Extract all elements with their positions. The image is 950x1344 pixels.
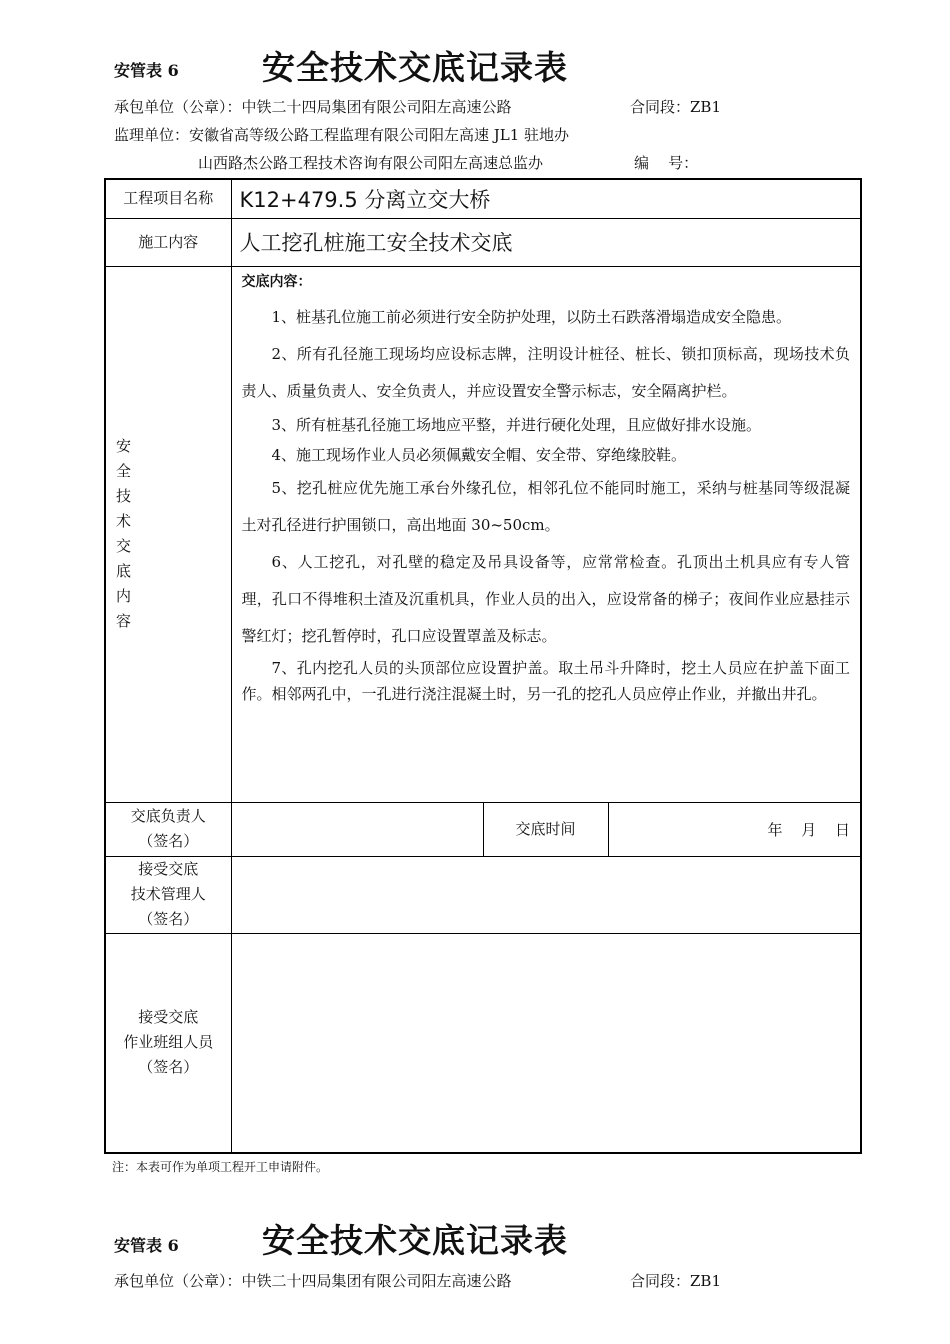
form-code: 安管表 6 bbox=[114, 61, 179, 80]
project-row bbox=[105, 179, 861, 218]
detail-item-6: 6、人工挖孔，对孔壁的稳定及吊具设备等，应常常检查。孔顶出土机具应有专人管理，孔口不得堆积土渣及沉重机具，作业人员的出入，应设常备的梯子；夜间作业应悬挂示警红灯；挖孔暂停时，孔口应设置罩盖及标志。 bbox=[241, 552, 850, 645]
safety-content bbox=[231, 266, 861, 802]
record-form bbox=[104, 178, 862, 1154]
briefer-label-line-1: 交底负责人 bbox=[130, 807, 206, 825]
page-title: 安全技术交底记录表 bbox=[262, 48, 568, 87]
vertical-char: 交 bbox=[116, 537, 132, 555]
crew-label-line-2: 作业班组人员 bbox=[123, 1033, 214, 1052]
footnote: 注：本表可作为单项工程开工申请附件。 bbox=[112, 1160, 329, 1174]
supervision-line-1: 监理单位：安徽省高等级公路工程监理有限公司阳左高速 JL1 驻地办 bbox=[114, 126, 570, 144]
brief-time-label: 交底时间 bbox=[483, 802, 608, 856]
detail-item-2: 2、所有孔径施工现场均应设标志牌，注明设计桩径、桩长、锁扣顶标高，现场技术负责人、质量负责人、安全负责人，并应设置安全警示标志，安全隔离护栏。 bbox=[241, 344, 850, 400]
vertical-char: 容 bbox=[116, 612, 132, 630]
tech-manager-label bbox=[105, 856, 231, 933]
briefer-signature-field[interactable] bbox=[231, 802, 483, 856]
detail-row bbox=[105, 266, 861, 802]
number-label: 编 号： bbox=[634, 154, 699, 172]
contract-section-page-2: 合同段：ZB1 bbox=[630, 1272, 721, 1290]
tech-manager-label-line-3: （签名） bbox=[138, 910, 199, 928]
detail-item-5: 5、挖孔桩应优先施工承台外缘孔位，相邻孔位不能同时施工，采纳与桩基同等级混凝土对孔径进行护围锁口，高出地面 30~50cm。 bbox=[241, 478, 850, 534]
tech-manager-label-line-1: 接受交底 bbox=[138, 860, 199, 878]
crew-signature-field[interactable] bbox=[231, 933, 861, 1153]
contract-section: 合同段：ZB1 bbox=[630, 98, 721, 116]
tech-manager-label-line-2: 技术管理人 bbox=[130, 885, 206, 903]
vertical-char: 技 bbox=[116, 487, 132, 505]
form-code-page-2: 安管表 6 bbox=[114, 1236, 179, 1255]
vertical-char: 安 bbox=[116, 437, 132, 455]
vertical-char: 底 bbox=[116, 562, 132, 580]
contractor-line: 承包单位（公章）：中铁二十四局集团有限公司阳左高速公路 bbox=[114, 98, 512, 116]
tech-manager-signature-field[interactable] bbox=[231, 856, 861, 933]
detail-header: 交底内容： bbox=[241, 273, 312, 290]
crew-label-line-1: 接受交底 bbox=[138, 1008, 199, 1027]
project-label: 工程项目名称 bbox=[105, 179, 231, 218]
contractor-line-page-2: 承包单位（公章）：中铁二十四局集团有限公司阳左高速公路 bbox=[114, 1272, 512, 1290]
brief-date-field[interactable]: 年 月 日 bbox=[608, 802, 861, 856]
safety-content-vertical-label bbox=[105, 266, 231, 802]
crew-label bbox=[105, 933, 231, 1153]
content-label: 施工内容 bbox=[105, 218, 231, 266]
content-row bbox=[105, 218, 861, 266]
content-value: 人工挖孔桩施工安全技术交底 bbox=[231, 218, 861, 266]
vertical-char: 内 bbox=[116, 587, 132, 605]
briefer-row bbox=[105, 802, 861, 856]
tech-manager-row bbox=[105, 856, 861, 933]
detail-item-7: 7、孔内挖孔人员的头顶部位应设置护盖。取土吊斗升降时，挖土人员应在护盖下面工作。相邻两孔中，一孔进行浇注混凝土时，另一孔的挖孔人员应停止作业，并撤出井孔。 bbox=[241, 658, 850, 703]
crew-label-line-3: （签名） bbox=[138, 1058, 199, 1077]
crew-row bbox=[105, 933, 861, 1153]
project-value: K12+479.5 分离立交大桥 bbox=[231, 179, 861, 218]
page-title-page-2: 安全技术交底记录表 bbox=[262, 1221, 568, 1260]
vertical-char: 全 bbox=[116, 462, 132, 480]
vertical-char: 术 bbox=[116, 512, 132, 530]
briefer-label bbox=[105, 802, 231, 856]
detail-item-1: 1、桩基孔位施工前必须进行安全防护处理，以防土石跌落滑塌造成安全隐患。 bbox=[271, 307, 792, 326]
detail-item-4: 4、施工现场作业人员必须佩戴安全帽、安全带、穿绝缘胶鞋。 bbox=[271, 445, 687, 464]
detail-item-3: 3、所有桩基孔径施工场地应平整，并进行硬化处理，且应做好排水设施。 bbox=[271, 415, 762, 434]
briefer-label-line-2: （签名） bbox=[138, 832, 199, 850]
supervision-line-2: 山西路杰公路工程技术咨询有限公司阳左高速总监办 bbox=[198, 154, 544, 172]
